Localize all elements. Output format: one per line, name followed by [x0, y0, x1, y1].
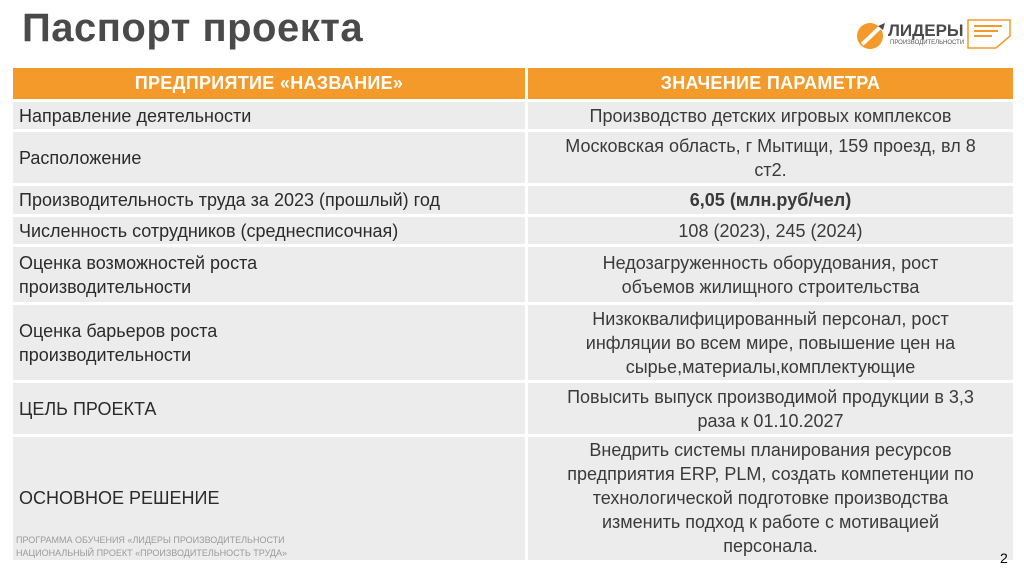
leaders-logo-icon [854, 18, 888, 52]
row-value: Повысить выпуск производимой продукции в 3,3 раза к 01.10.2027 [527, 382, 1014, 436]
row-param: Численность сотрудников (среднесписочная) [13, 216, 527, 246]
table-row [13, 101, 1013, 131]
row-value: Производство детских игровых комплексов [527, 101, 1014, 131]
page-title: Паспорт проекта [22, 6, 364, 50]
row-param: Производительность труда за 2023 (прошлый) год [13, 185, 527, 216]
logo-name: ЛИДЕРЫ [888, 21, 964, 40]
table-row [13, 131, 1013, 185]
row-value: Низкоквалифицированный персонал, рост инфляции во всем мире, повышение цен на сырье,материалы,комплектующие [527, 304, 1014, 382]
project-passport-table [13, 68, 1013, 560]
row-value: Московская область, г Мытищи, 159 проезд, вл 8 ст2. [527, 131, 1014, 185]
row-param: Оценка возможностей роста производительности [13, 246, 527, 304]
row-value: Недозагруженность оборудования, рост объемов жилищного строительства [527, 246, 1014, 304]
table-header-row [13, 68, 1013, 101]
table-row [13, 304, 1013, 382]
row-param: ОСНОВНОЕ РЕШЕНИЕ [13, 436, 527, 560]
row-value: Внедрить системы планирования ресурсов предприятия ERP, PLM, создать компетенции по технологической подготовке производства изменить подход к работе с мотивацией персонала. [527, 436, 1014, 560]
page-number: 2 [1000, 550, 1008, 566]
national-project-badge-icon [966, 16, 1012, 50]
header-value: ЗНАЧЕНИЕ ПАРАМЕТРА [527, 68, 1014, 101]
row-param: ЦЕЛЬ ПРОЕКТА [13, 382, 527, 436]
table-row [13, 246, 1013, 304]
header-enterprise: ПРЕДПРИЯТИЕ «НАЗВАНИЕ» [13, 68, 527, 101]
table-row [13, 216, 1013, 246]
footer-line-1: ПРОГРАММА ОБУЧЕНИЯ «ЛИДЕРЫ ПРОИЗВОДИТЕЛЬНОСТИ [16, 535, 285, 545]
row-value: 108 (2023), 245 (2024) [527, 216, 1014, 246]
logo-subtitle: ПРОИЗВОДИТЕЛЬНОСТИ [890, 40, 965, 46]
row-param: Расположение [13, 131, 527, 185]
row-param: Оценка барьеров роста производительности [13, 304, 527, 382]
table-row [13, 185, 1013, 216]
row-param: Направление деятельности [13, 101, 527, 131]
footer-line-2: НАЦИОНАЛЬНЫЙ ПРОЕКТ «ПРОИЗВОДИТЕЛЬНОСТЬ ТРУДА» [16, 548, 287, 558]
footer-program [16, 534, 287, 560]
table-row [13, 382, 1013, 436]
row-value: 6,05 (млн.руб/чел) [527, 185, 1014, 216]
